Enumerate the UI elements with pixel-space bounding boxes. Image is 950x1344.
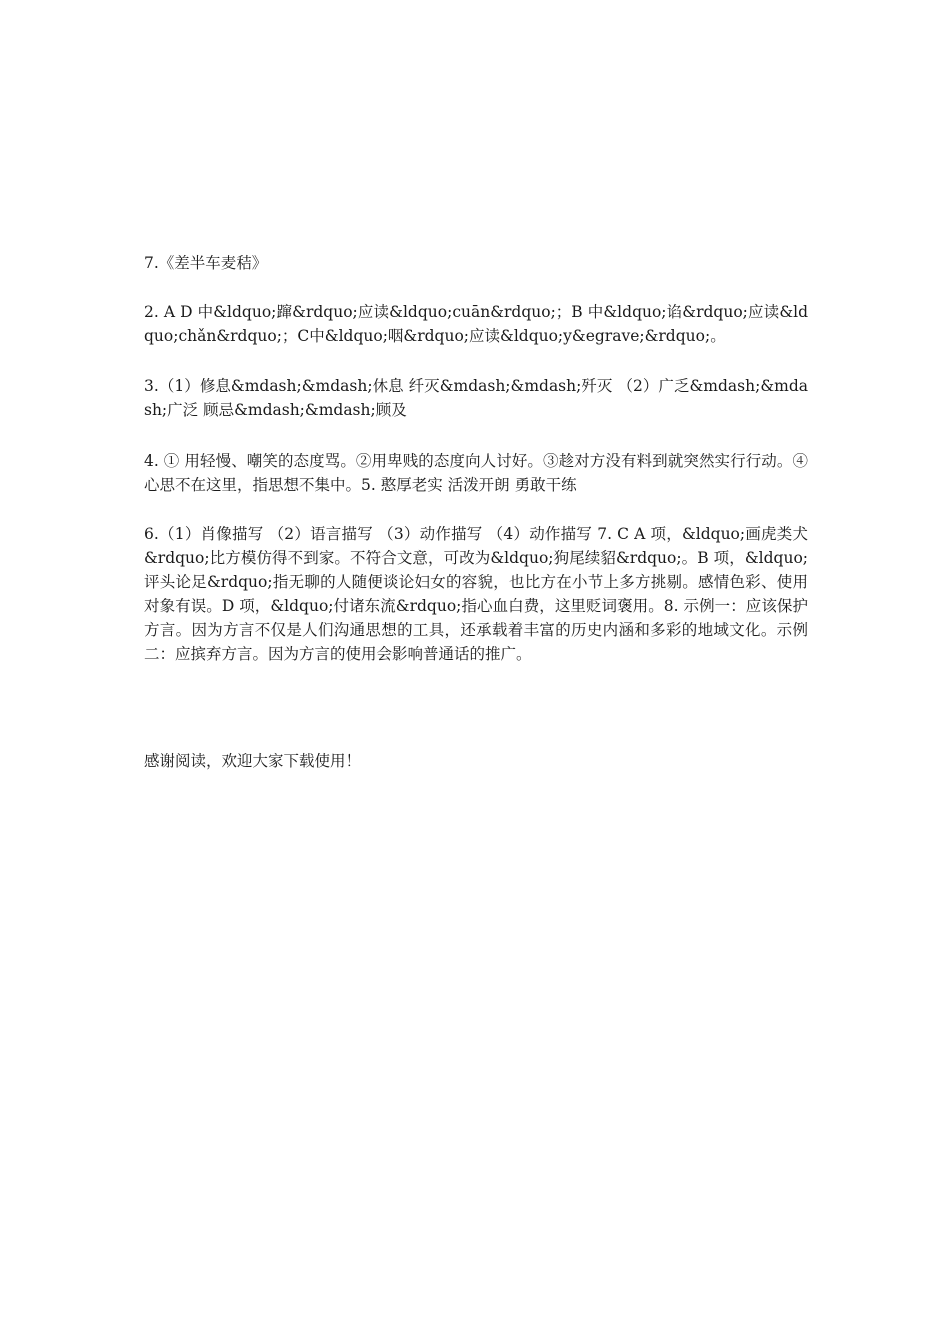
paragraph-title-item-7: 7.《差半车麦秸》 (144, 254, 268, 272)
paragraph-closing-thanks: 感谢阅读，欢迎大家下载使用！ (144, 752, 362, 770)
paragraph-answer-6-8: 6.（1）肖像描写 （2）语言描写 （3）动作描写 （4）动作描写 7. C A 项，&ldquo;画虎类犬&rdquo;比方模仿得不到家。不符合文意，可改为&ldquo;狗尾续貂&rdquo;。B 项，&ldquo;评头论足&rdquo;指无聊的人随便谈论妇女的容貌，也比方在小节上多方挑剔。感情色彩、使用对象有误。D 项，&ldquo;付诸东流&rdquo;指心血白费，这里贬词褒用。8. 示例一：应该保护方言。因为方言不仅是人们沟通思想的工具，还承载着丰富的历史内涵和多彩的地域文化。示例二：应摈弃方言。因为方言的使用会影响普通话的推广。 (144, 525, 808, 663)
paragraph-answer-2: 2. A D 中&ldquo;蹿&rdquo;应读&ldquo;cuān&rdquo;；B 中&ldquo;谄&rdquo;应读&ldquo;chǎn&rdquo;；C中&ldquo;咽&rdquo;应读&ldquo;y&egrave;&rdquo;。 (144, 303, 808, 345)
paragraph-answer-3: 3.（1）修息&mdash;&mdash;休息 纤灭&mdash;&mdash;歼灭 （2）广乏&mdash;&mdash;广泛 顾忌&mdash;&mdash;顾及 (144, 377, 808, 419)
paragraph-answer-4-5: 4. ① 用轻慢、嘲笑的态度骂。②用卑贱的态度向人讨好。③趁对方没有料到就突然实行行动。④心思不在这里，指思想不集中。5. 憨厚老实 活泼开朗 勇敢干练 (144, 452, 808, 494)
